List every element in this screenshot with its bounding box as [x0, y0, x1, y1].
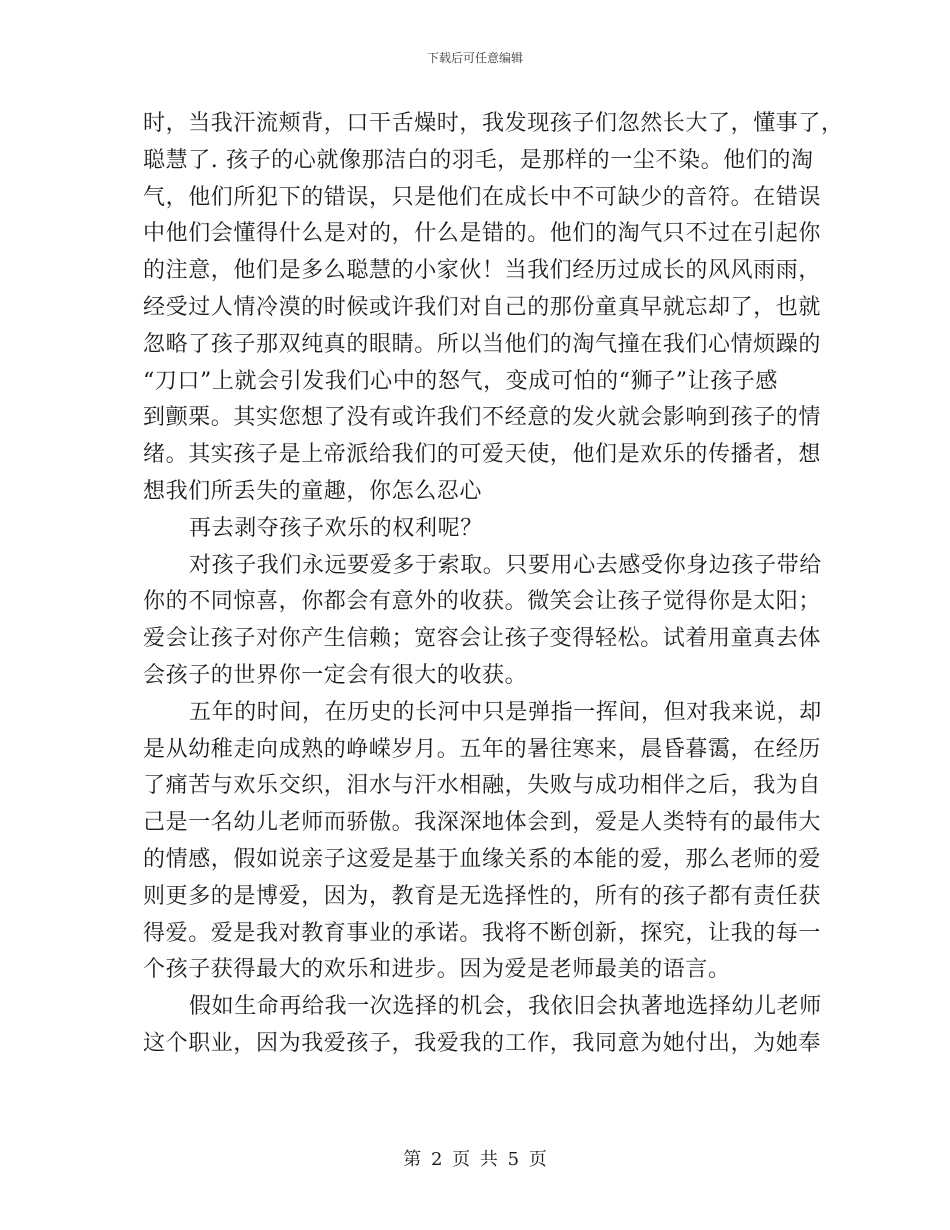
text-line: 了痛苦与欢乐交织，泪水与汗水相融，失败与成功相伴之后，我为自: [143, 773, 822, 799]
text-line: 你的不同惊喜，你都会有意外的收获。微笑会让孩子觉得你是太阳；: [143, 589, 822, 615]
paragraph-start-line: 对孩子我们永远要爱多于索取。只要用心去感受你身边孩子带给: [189, 552, 822, 578]
text-line: 时，当我汗流颊背，口干舌燥时，我发现孩子们忽然长大了，懂事了，: [143, 111, 844, 136]
document-body: [143, 106, 844, 1063]
paragraph-start-line: 五年的时间，在历史的长河中只是弹指一挥间，但对我来说，却: [189, 699, 822, 725]
text-line: 到颤栗。其实您想了没有或许我们不经意的发火就会影响到孩子的情: [143, 405, 822, 431]
text-line: “刀口”上就会引发我们心中的怒气，变成可怕的“狮子”让孩子感: [143, 368, 778, 394]
text-line: 则更多的是博爱，因为，教育是无选择性的，所有的孩子都有责任获: [143, 883, 822, 909]
text-line: 个孩子获得最大的欢乐和进步。因为爱是老师最美的语言。: [143, 957, 731, 983]
text-line: 聪慧了. 孩子的心就像那洁白的羽毛，是那样的一尘不染。他们的淘: [143, 147, 814, 173]
text-line: 是从幼稚走向成熟的峥嵘岁月。五年的暑往寒来，晨昏暮霭，在经历: [143, 736, 822, 762]
text-line: 中他们会懂得什么是对的，什么是错的。他们的淘气只不过在引起你: [143, 221, 822, 247]
text-line: 气，他们所犯下的错误，只是他们在成长中不可缺少的音符。在错误: [143, 184, 822, 210]
text-line: 会孩子的世界你一定会有很大的收获。: [143, 662, 528, 688]
text-line: 爱会让孩子对你产生信赖；宽容会让孩子变得轻松。试着用童真去体: [143, 626, 822, 652]
text-line: 己是一名幼儿老师而骄傲。我深深地体会到，爱是人类特有的最伟大: [143, 810, 822, 836]
text-line: 想我们所丢失的童趣，你怎么忍心: [143, 478, 483, 504]
page-header-note: 下载后可任意编辑: [426, 51, 523, 65]
text-line: 再去剥夺孩子欢乐的权利呢？: [189, 515, 483, 541]
page-number: 第 2 页 共 5 页: [403, 1149, 547, 1170]
text-line: 得爱。爱是我对教育事业的承诺。我将不断创新，探究，让我的每一: [143, 920, 822, 946]
text-line: 忽略了孩子那双纯真的眼睛。所以当他们的淘气撞在我们心情烦躁的: [143, 331, 822, 357]
text-line: 绪。其实孩子是上帝派给我们的可爱天使，他们是欢乐的传播者，想: [143, 442, 822, 468]
text-line: 的情感，假如说亲子这爱是基于血缘关系的本能的爱，那么老师的爱: [143, 846, 822, 872]
text-line: 的注意，他们是多么聪慧的小家伙！当我们经历过成长的风风雨雨，: [143, 258, 822, 284]
text-line: 经受过人情冷漠的时候或许我们对自己的那份童真早就忘却了，也就: [143, 294, 822, 320]
text-line: 这个职业，因为我爱孩子，我爱我的工作，我同意为她付出，为她奉: [143, 1030, 822, 1056]
paragraph-start-line: 假如生命再给我一次选择的机会，我依旧会执著地选择幼儿老师: [189, 994, 822, 1020]
